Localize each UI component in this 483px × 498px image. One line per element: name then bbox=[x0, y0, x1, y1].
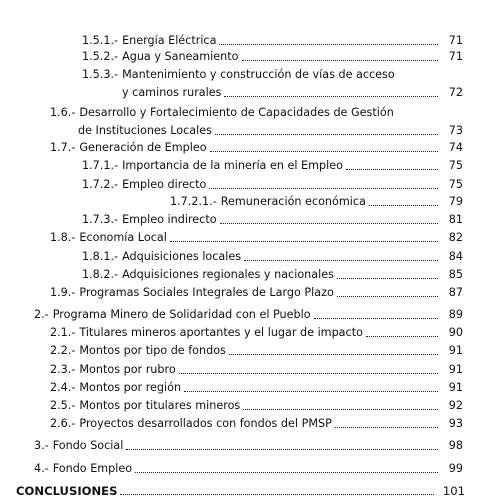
toc-entry-label: Adquisiciones regionales y nacionales bbox=[122, 268, 334, 281]
toc-entry-number: 1.5.2.- bbox=[82, 50, 119, 63]
dot-leader bbox=[215, 134, 438, 135]
toc-entry-label: Desarrollo y Fortalecimiento de Capacidades de Gestión bbox=[79, 106, 394, 119]
toc-entry-page: 87 bbox=[448, 286, 463, 299]
toc-entry-number: 1.7.2.1.- bbox=[170, 195, 217, 208]
toc-entry[interactable] bbox=[50, 137, 463, 155]
toc-entry-label: Titulares mineros aportantes y el lugar de impacto bbox=[79, 326, 363, 339]
toc-entry[interactable] bbox=[50, 395, 463, 413]
dot-leader bbox=[224, 96, 438, 97]
toc-entry-label: Programas Sociales Integrales de Largo Plazo bbox=[79, 286, 334, 299]
dot-leader bbox=[219, 44, 438, 45]
toc-entry-label: Generación de Empleo bbox=[79, 141, 207, 154]
toc-entry-page: 81 bbox=[448, 213, 463, 226]
toc-entry-page: 101 bbox=[442, 484, 465, 498]
toc-entry[interactable] bbox=[50, 377, 463, 395]
dot-leader bbox=[209, 188, 438, 189]
toc-entry-page: 75 bbox=[448, 159, 463, 172]
toc-entry-continuation[interactable] bbox=[122, 82, 463, 100]
toc-entry-label: Economía Local bbox=[79, 231, 167, 244]
toc-entry[interactable] bbox=[34, 435, 463, 453]
toc-entry-label: Mantenimiento y construcción de vías de acceso bbox=[122, 68, 395, 81]
toc-entry[interactable] bbox=[82, 174, 463, 192]
toc-entry-label: Montos por rubro bbox=[79, 363, 176, 376]
toc-entry-label: Montos por región bbox=[79, 381, 182, 394]
toc-entry-number: 1.5.3.- bbox=[82, 68, 119, 81]
toc-entry[interactable] bbox=[170, 191, 463, 209]
toc-entry[interactable] bbox=[50, 227, 463, 245]
toc-entry-page: 91 bbox=[448, 344, 463, 357]
toc-entry-number: 2.- bbox=[34, 308, 49, 321]
toc-entry-number: 1.7.3.- bbox=[82, 213, 119, 226]
toc-entry-number: 2.3.- bbox=[50, 363, 76, 376]
toc-entry-label: Energía Eléctrica bbox=[122, 34, 217, 47]
toc-entry-label: Empleo directo bbox=[122, 178, 207, 191]
toc-entry[interactable] bbox=[50, 340, 463, 358]
toc-entry-page: 91 bbox=[448, 363, 463, 376]
toc-entry[interactable] bbox=[50, 282, 463, 300]
toc-entry[interactable] bbox=[82, 64, 395, 82]
toc-entry-label: Fondo Social bbox=[52, 439, 124, 452]
toc-entry-number: 1.7.2.- bbox=[82, 178, 119, 191]
toc-entry-number: 1.9.- bbox=[50, 286, 76, 299]
toc-entry[interactable] bbox=[82, 209, 463, 227]
toc-entry-page: 91 bbox=[448, 381, 463, 394]
dot-leader bbox=[243, 409, 438, 410]
dot-leader bbox=[346, 169, 438, 170]
toc-entry-label: Importancia de la minería en el Empleo bbox=[122, 159, 343, 172]
toc-entry-page: 99 bbox=[448, 462, 463, 475]
toc-entry-number: 1.8.- bbox=[50, 231, 76, 244]
toc-entry-label-continuation: y caminos rurales bbox=[122, 86, 222, 99]
toc-entry-number: 1.5.1.- bbox=[82, 34, 119, 47]
dot-leader bbox=[337, 296, 438, 297]
toc-entry-label: Adquisiciones locales bbox=[122, 250, 242, 263]
toc-entry-label: Montos por titulares mineros bbox=[79, 399, 241, 412]
toc-entry-number: 4.- bbox=[34, 462, 49, 475]
toc-entry-label: CONCLUSIONES bbox=[16, 484, 118, 498]
toc-entry-page: 84 bbox=[448, 250, 463, 263]
toc-entry-label: Programa Minero de Solidaridad con el Pueblo bbox=[52, 308, 311, 321]
dot-leader bbox=[170, 241, 438, 242]
toc-entry-page: 98 bbox=[448, 439, 463, 452]
toc-entry[interactable] bbox=[82, 155, 463, 173]
toc-entry[interactable] bbox=[82, 46, 463, 64]
dot-leader bbox=[179, 373, 438, 374]
dot-leader bbox=[229, 354, 438, 355]
toc-entry-label: Agua y Saneamiento bbox=[122, 50, 239, 63]
dot-leader bbox=[314, 318, 438, 319]
toc-entry[interactable] bbox=[50, 413, 463, 431]
toc-entry-number: 2.2.- bbox=[50, 344, 76, 357]
toc-entry-label-continuation: de Instituciones Locales bbox=[78, 124, 212, 137]
dot-leader bbox=[369, 205, 438, 206]
dot-leader bbox=[220, 223, 438, 224]
toc-entry-page: 92 bbox=[448, 399, 463, 412]
toc-entry[interactable] bbox=[34, 458, 463, 476]
toc-entry-page: 72 bbox=[448, 86, 463, 99]
toc-entry-page: 73 bbox=[448, 124, 463, 137]
toc-entry-number: 1.7.1.- bbox=[82, 159, 119, 172]
toc-entry-label: Proyectos desarrollados con fondos del PMSP bbox=[79, 417, 332, 430]
toc-entry-number: 2.1.- bbox=[50, 326, 76, 339]
toc-entry-number: 1.6.- bbox=[50, 106, 76, 119]
dot-leader bbox=[184, 391, 438, 392]
toc-entry-page: 85 bbox=[448, 268, 463, 281]
toc-entry-label: Remuneración económica bbox=[220, 195, 366, 208]
toc-entry-page: 71 bbox=[448, 34, 463, 47]
dot-leader bbox=[135, 472, 438, 473]
dot-leader bbox=[366, 336, 438, 337]
toc-entry-page: 90 bbox=[448, 326, 463, 339]
toc-entry[interactable] bbox=[82, 264, 463, 282]
toc-entry-page: 93 bbox=[448, 417, 463, 430]
toc-entry[interactable] bbox=[82, 246, 463, 264]
toc-entry-number: 3.- bbox=[34, 439, 49, 452]
toc-entry-page: 82 bbox=[448, 231, 463, 244]
toc-entry-page: 75 bbox=[448, 178, 463, 191]
toc-entry[interactable] bbox=[50, 102, 394, 120]
toc-entry-number: 1.8.1.- bbox=[82, 250, 119, 263]
toc-entry[interactable] bbox=[50, 359, 463, 377]
toc-entry[interactable] bbox=[16, 480, 465, 498]
dot-leader bbox=[126, 449, 438, 450]
toc-entry[interactable] bbox=[50, 322, 463, 340]
toc-entry-number: 2.4.- bbox=[50, 381, 76, 394]
dot-leader bbox=[210, 151, 438, 152]
dot-leader bbox=[335, 427, 438, 428]
toc-entry[interactable] bbox=[34, 304, 463, 322]
toc-entry-number: 2.5.- bbox=[50, 399, 76, 412]
toc-entry-number: 2.6.- bbox=[50, 417, 76, 430]
toc-entry-label: Montos por tipo de fondos bbox=[79, 344, 226, 357]
toc-entry-number: 1.8.2.- bbox=[82, 268, 119, 281]
toc-entry-number: 1.7.- bbox=[50, 141, 76, 154]
dot-leader bbox=[337, 278, 438, 279]
toc-entry-label: Fondo Empleo bbox=[52, 462, 133, 475]
toc-entry-page: 74 bbox=[448, 141, 463, 154]
toc-entry-page: 71 bbox=[448, 50, 463, 63]
dot-leader bbox=[120, 494, 434, 495]
toc-entry-continuation[interactable] bbox=[78, 120, 463, 138]
toc-entry-page: 79 bbox=[448, 195, 463, 208]
toc-entry-label: Empleo indirecto bbox=[122, 213, 217, 226]
dot-leader bbox=[244, 260, 438, 261]
toc-entry-page: 89 bbox=[448, 308, 463, 321]
dot-leader bbox=[242, 60, 439, 61]
